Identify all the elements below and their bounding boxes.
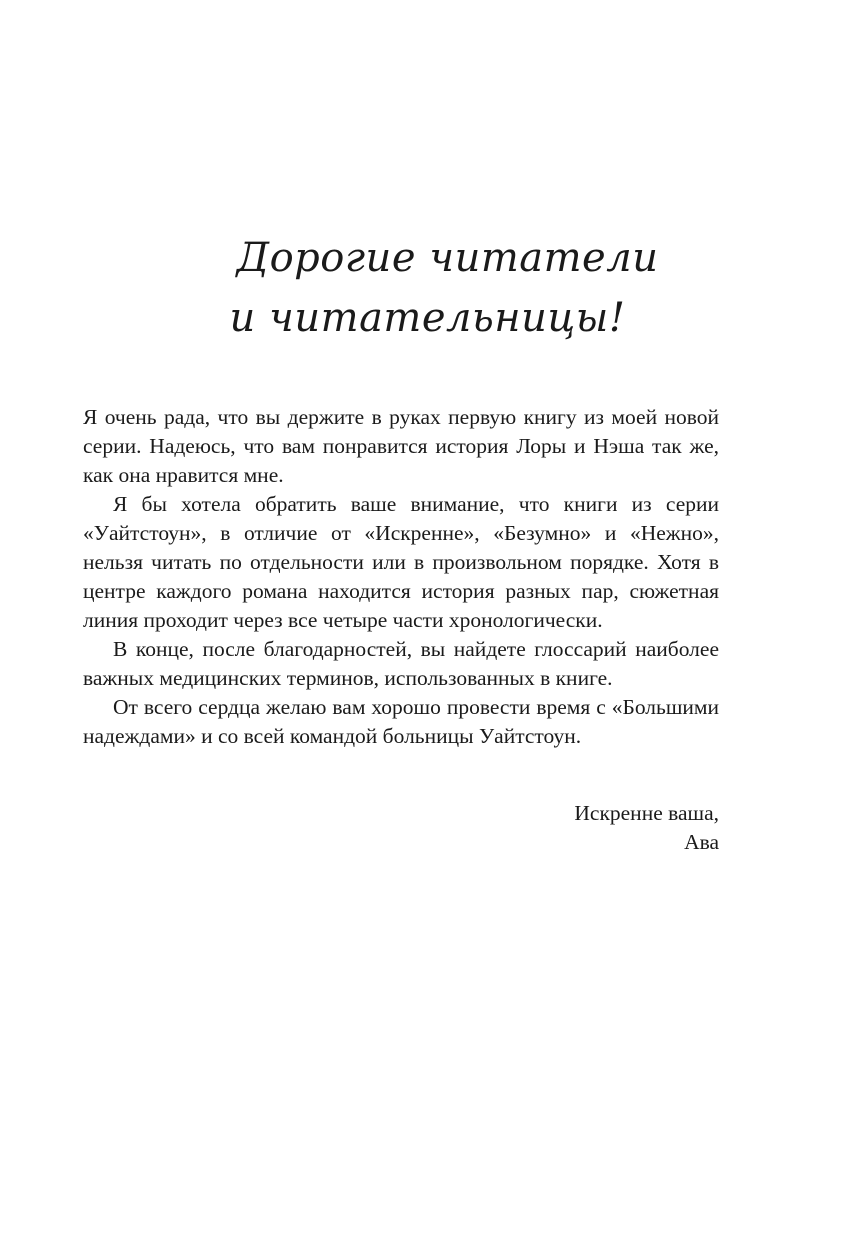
signature-closing: Искренне ваша, bbox=[574, 801, 719, 825]
paragraph: Я очень рада, что вы держите в руках первую книгу из моей новой серии. Надеюсь, что вам понравится история Лоры и Нэша так же, как она нравится мне. bbox=[83, 405, 719, 487]
paragraph: Я бы хотела обратить ваше внимание, что книги из серии «Уайтстоун», в отличие от «Искренне», «Безумно» и «Нежно», нельзя читать по отдельности или в произвольном порядке. Хотя в центре каждого романа находится история разных пар, сюжетная линия проходит через все четыре части хронологически. bbox=[83, 492, 719, 632]
page-heading bbox=[0, 228, 845, 348]
heading-line-2: и читательницы! bbox=[229, 295, 626, 341]
letter-body bbox=[83, 403, 719, 751]
paragraph: От всего сердца желаю вам хорошо провести время с «Большими надеждами» и со всей командой больницы Уайтстоун. bbox=[83, 695, 719, 748]
paragraph: В конце, после благодарностей, вы найдете глоссарий наиболее важных медицинских терминов, использованных в книге. bbox=[83, 637, 719, 690]
signature-block bbox=[83, 799, 719, 857]
heading-line-1: Дорогие читатели bbox=[236, 235, 659, 281]
signature-name: Ава bbox=[684, 830, 719, 854]
